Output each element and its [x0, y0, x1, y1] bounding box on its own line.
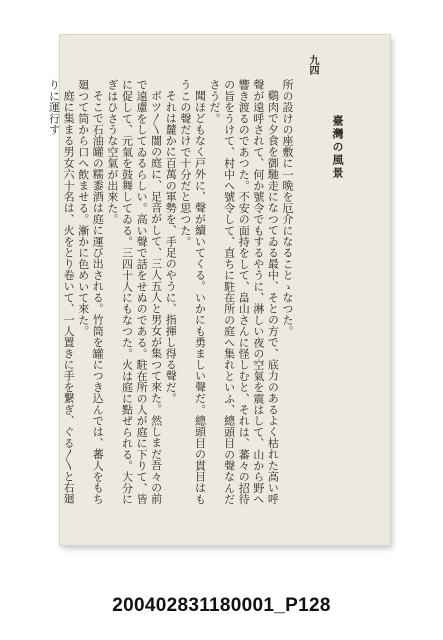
paragraph: それは麓かに百萬の軍勢を、手足のやうに、指揮し得る聲だ。 — [164, 90, 178, 404]
paragraph: 聞ほどもなく戸外に、聲が續いてくる。いかにも勇ましい聲だ。總頭目の貫目はもうこの聲だけで十分だと思つた。 — [178, 79, 207, 505]
image-caption: 200402831180001_P128 — [112, 595, 331, 616]
paragraph: そこで石油罐の糯黍酒は庭に運び出される。竹筒を罐につき込んでは、蕃人をもち廻つて筒から口へ飲ませる。漸かに色めいて來た。 — [76, 79, 105, 505]
body-text — [47, 79, 294, 509]
book-page — [47, 35, 390, 545]
paragraph: 所の設けの座敷に一晩を厄介になることゝなつた。 — [281, 79, 294, 337]
running-head: 臺灣の風景 — [331, 115, 344, 180]
paragraph: ボツ〳〵闇の庭に、足音がして、三人五人と男女が集つて來た。然しまだ吾々の前で遠慮をしてゐるらしい。高い聲で話をせぬのである。駐在所の人が庭に下りて、皆に促して、元氣を鼓舞してゐる。三四十人にもなつた。火は庭に點ぜられる。大分にぎはひさうな空氣が出來た。 — [105, 79, 163, 505]
paragraph: 鷄肉で夕食を御馳走になつてゐる最中、そとの方で、底力のあるよく枯れた高い呼聲が遠呼されて、何か號令でもするやうに、淋しい夜の空氣を震はして、山から野へ響き渡るのであつた。不安の面持をして、畠山さんに怪しむと、それは、蕃々の招待の旨をうけて、村中へ號令して、直ちに駐在所の庭へ集れといふ、總頭目の聲なんださうだ。 — [208, 79, 280, 505]
paragraph: 庭に集まる男女六十名は、火をとり卷いて、一人置きに手を繋ぎ、ぐる〳〵と右廻りに運行す — [47, 79, 76, 505]
page-number: 九四 — [307, 55, 318, 75]
